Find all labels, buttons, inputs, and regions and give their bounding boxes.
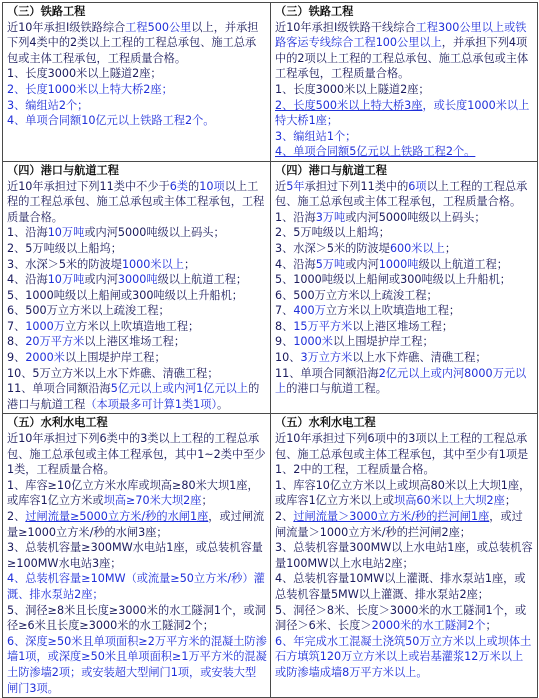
text-segment: 7、 (7, 319, 26, 333)
text-segment: 3、水深＞5米的防波堤 (7, 257, 122, 271)
text-segment: 近10年承担Ⅰ级铁路干线综合 (275, 20, 416, 34)
text-segment: 3、水深＞5米的防波堤 (275, 241, 390, 255)
section-title: （四）港口与航道工程 (275, 163, 387, 177)
highlighted-text: 6类 (169, 179, 189, 193)
text-line (7, 241, 267, 257)
highlighted-text: 10万吨 (47, 226, 85, 240)
text-segment: 或内河 (84, 273, 118, 287)
port-right-text (275, 179, 534, 397)
highlighted-text: 2、长度500米以上特大桥3座 (275, 98, 423, 112)
highlighted-text: 10万吨 (47, 273, 85, 287)
text-segment: 的港口与航道工程 (7, 382, 260, 411)
section-title: （三）铁路工程 (7, 5, 86, 18)
text-line (7, 571, 267, 602)
highlighted-text: 工程300公里以上或铁路客运专线综合工程100公里以上 (275, 20, 527, 50)
text-segment: 以上围堤护岸工程； (332, 335, 434, 349)
text-segment: 以上工程的工程总承包、施工总承包或主体工程承包，工程质量合格。 (275, 179, 528, 209)
text-segment: ； (504, 494, 517, 508)
text-segment: 10、5万立方米以上水下炸礁、清礁工程； (7, 366, 219, 380)
text-segment: 7、 (275, 304, 294, 318)
text-line (275, 272, 534, 288)
text-segment: 1、沿海 (275, 210, 316, 224)
text-line (7, 272, 267, 288)
text-segment: 5、洞径≥8米且长度≥3000米的水工隧洞1个，或洞径≥6米且长度≥3000米的水工隧洞2个； (7, 603, 266, 633)
text-segment: 1、库容10亿立方米以上或坝高80米以上大坝1座，或库容1亿立方米以上或 (275, 478, 531, 508)
text-segment: 5、1000吨级以上船闸或300吨级以上升船机； (275, 273, 511, 287)
text-line (7, 603, 267, 634)
text-line (275, 144, 534, 160)
highlighted-text: 5亿元以上或内河1亿元以上 (110, 382, 249, 396)
highlighted-text: 3万吨 (315, 210, 346, 224)
highlighted-text: 5年 (286, 179, 305, 193)
highlighted-text: 过闸流量≥5000立方米/秒的水闸1座 (25, 510, 209, 523)
rail-right-text (275, 20, 534, 160)
text-segment: ，或过闸流量＞1000立方米/秒的拦河闸2座； (275, 510, 523, 539)
highlighted-text: 3万立方米 (300, 351, 353, 365)
text-line (275, 210, 534, 226)
text-segment: 近10年承担过下列11类中不少于 (7, 179, 170, 193)
text-line (7, 381, 267, 412)
highlighted-text: 过闸流量＞3000立方米/秒的拦河闸1座 (293, 510, 490, 523)
text-segment: 级以上航道工程； (418, 257, 508, 271)
text-segment: 3、总装机容量300MW以上水电站1座，或总装机容量100MW以上水电站2座； (275, 541, 533, 570)
text-line (275, 431, 534, 478)
text-segment: 以上港区堆场工程； (352, 319, 454, 333)
highlighted-text: 1000万 (25, 319, 65, 333)
highlighted-text: 3000吨 (117, 273, 158, 287)
highlighted-text: 坝高≥70米大坝2座 (103, 494, 202, 508)
highlighted-text: 400万 (293, 304, 326, 318)
text-line (7, 225, 267, 241)
text-segment: 4、总装机容量10MW以上灌溉、排水泵站1座，或总装机容量5MW以上灌溉、排水泵站2座； (275, 572, 526, 601)
text-segment: 以上水下炸礁、清礁工程； (352, 351, 487, 365)
text-segment: 6、500万立方米以上疏浚工程； (7, 304, 170, 318)
highlighted-text: 600米以上 (389, 241, 445, 255)
highlighted-text: 4、单项合同额5亿元以上铁路工程2个。 (275, 145, 476, 159)
text-segment: 5、洞径＞8米、长度＞3000米的水工隧洞1个，或洞径＞6米、长度＞ (275, 603, 527, 633)
text-segment: 2、 (275, 510, 294, 523)
text-segment: 8、 (275, 319, 294, 333)
qualification-comparison-table (2, 2, 538, 698)
text-line (275, 334, 534, 350)
highlighted-text: 1000米 (293, 335, 333, 349)
text-segment: 近 (275, 179, 287, 193)
highlighted-text: （本项最多可计算1类1项） (85, 397, 218, 411)
text-segment: 5、1000吨级以上船闸或300吨级以上升船机； (7, 288, 243, 302)
text-segment: 或内河5000吨级以上码头； (84, 226, 225, 240)
text-line (7, 179, 267, 226)
text-line (7, 540, 267, 571)
highlighted-text: 6、年完成水工混凝土浇筑50万立方米以上或坝体土石方填筑120万立方米以上或岩基灌浆12万米以上或防渗墙成墙8万平方米以上。 (275, 634, 532, 679)
text-line (275, 366, 534, 397)
text-line (275, 478, 534, 509)
text-segment: 近10年承担Ⅰ级铁路综合 (7, 20, 126, 34)
highlighted-text: 2000米 (25, 351, 65, 365)
highlighted-text: 6、深度≥50米且单项面积≥2万平方米的混凝土防渗墙1项，或深度≥50米且单项面积≥1万平方米的混凝土防渗墙2项；或安装超大型闸门1项，或安装大型闸门3项。 (7, 634, 267, 695)
text-line (275, 257, 534, 273)
highlighted-text: 4、总装机容量≥10MW（或流量≥50立方米/秒）灌溉、排水泵站2座； (7, 572, 265, 601)
text-line (275, 20, 534, 82)
text-segment: 2、 (7, 510, 26, 523)
highlighted-text: 2亿元以上或内河8000万元以上 (275, 366, 527, 396)
highlighted-text: 坝高60米以上大坝2座 (394, 494, 505, 508)
rail-left-text (7, 20, 267, 129)
text-line (7, 303, 267, 319)
text-line (7, 350, 267, 366)
text-segment: 10、 (275, 351, 301, 365)
highlighted-text: 3、编组站1个； (275, 129, 357, 143)
text-segment: ，或过闸流量≥1000立方米/秒的水闸3座； (7, 510, 265, 539)
text-line (275, 241, 534, 257)
text-line (275, 225, 534, 241)
highlighted-text: 5万吨 (315, 257, 346, 271)
table-row (3, 414, 538, 698)
text-line (275, 571, 534, 602)
text-line (275, 540, 534, 571)
text-segment: 4、沿海 (7, 273, 48, 287)
section-title: （五）水利水电工程 (275, 416, 376, 430)
highlighted-text: 20万平方米 (25, 335, 85, 349)
text-line (7, 288, 267, 304)
text-segment: 4、沿海 (275, 257, 316, 271)
text-line (275, 350, 534, 366)
water-left-cell (3, 414, 271, 698)
text-segment: ； (485, 619, 497, 633)
text-line (7, 366, 267, 382)
text-segment: 1、长度3000米以上隧道2座； (7, 67, 162, 81)
text-segment: ； (444, 241, 457, 255)
text-segment: 承担过下列11类中的 (304, 179, 409, 193)
text-line (275, 98, 534, 129)
text-line (275, 288, 534, 304)
port-right-cell (271, 161, 538, 414)
text-line (7, 257, 267, 273)
text-line (7, 509, 267, 540)
text-segment: ； (201, 494, 213, 508)
text-segment: 立方米以上吹填造地工程； (325, 304, 461, 318)
text-line (7, 82, 267, 98)
text-segment: 2、5万吨级以上船坞； (275, 226, 390, 240)
text-segment: 或内河 (345, 257, 379, 271)
text-line (275, 319, 534, 335)
highlighted-text: 2、长度1000米以上特大桥2座； (7, 82, 173, 96)
text-line (7, 431, 267, 478)
water-right-cell (271, 414, 538, 698)
text-line (275, 129, 534, 145)
text-line (275, 509, 534, 540)
port-left-cell (3, 161, 271, 414)
text-line (275, 303, 534, 319)
text-line (7, 98, 267, 114)
section-title: （三）铁路工程 (275, 5, 354, 18)
rail-right-cell (271, 3, 538, 162)
text-segment: 2、5万吨级以上船坞； (7, 241, 122, 255)
text-segment: 立方米以上吹填造地工程； (64, 319, 200, 333)
text-segment: 的 (188, 179, 200, 193)
text-line (275, 179, 534, 210)
text-segment: 以上工程的工程总承包、施工总承包或主体工程承包，工程质量合格。 (7, 179, 265, 224)
highlighted-text: 2000米的水工隧洞2个 (371, 619, 486, 633)
highlighted-text: 工程500公里 (125, 20, 192, 34)
text-segment: ，并承担下列4项中的2项以上工程的工程总承包、施工总承包或主体工程承包，工程质量合格。 (275, 36, 529, 81)
text-segment: 以上港区堆场工程； (84, 335, 186, 349)
table-row (3, 161, 538, 414)
water-left-text (7, 431, 267, 696)
text-line (7, 113, 267, 129)
text-segment: 以上，并承担下列4类中的2类以上工程的工程总承包、施工总承包或主体工程承包，工程质量合格。 (7, 20, 259, 65)
text-segment: 1、库容≥10亿立方米水库或坝高≥80米大坝1座，或库容1亿立方米或 (7, 478, 259, 508)
text-line (7, 20, 267, 67)
text-segment: 8、 (7, 335, 26, 349)
section-title: （四）港口与航道工程 (7, 163, 119, 177)
highlighted-text: 15万平方米 (293, 319, 353, 333)
text-segment: 1、沿海 (7, 226, 48, 240)
text-segment: 9、 (275, 335, 294, 349)
highlighted-text: 6项 (408, 179, 427, 193)
text-segment: 或内河5000吨级以上码头； (345, 210, 486, 224)
text-segment: 以上围堤护岸工程； (64, 351, 166, 365)
table-row (3, 3, 538, 162)
text-line (7, 319, 267, 335)
highlighted-text: 1000吨 (378, 257, 419, 271)
text-segment: 11、单项合同额沿海 (7, 382, 111, 396)
highlighted-text: 3、编组站2个； (7, 98, 89, 112)
text-segment: 级以上航道工程； (157, 273, 248, 287)
text-line (275, 603, 534, 634)
port-left-text (7, 179, 267, 413)
text-segment: 近10年承担过下列6项中的3项以上工程的工程总承包、施工总承包或主体工程承包，其中至少有1项是1、2中的工程，工程质量合格。 (275, 432, 529, 477)
text-line (7, 334, 267, 350)
text-line (275, 82, 534, 98)
text-segment: 3、总装机容量≥300MW水电站1座，或总装机容量≥100MW水电站3座； (7, 541, 263, 570)
highlighted-text: 4、单项合同额10亿元以上铁路工程2个。 (7, 114, 215, 128)
text-segment: 6、500万立方米以上疏浚工程； (275, 288, 438, 302)
rail-left-cell (3, 3, 271, 162)
text-segment: 。 (217, 397, 229, 411)
text-segment: 11、单项合同额沿海 (275, 366, 379, 380)
text-line (275, 634, 534, 681)
highlighted-text: 1000米以上 (121, 257, 184, 271)
text-segment: 的港口与航道工程。 (286, 382, 387, 396)
highlighted-text: ，或长度1000米以上特大桥1座； (275, 98, 530, 128)
section-title: （五）水利水电工程 (7, 416, 108, 430)
text-segment: 近10年承担过下列6类中的3类以上工程的工程总承包、施工总承包或主体工程承包，其中1~2类中至少1类，工程质量合格。 (7, 432, 266, 477)
text-segment: 1、长度3000米以上隧道2座； (275, 82, 430, 96)
water-right-text (275, 431, 534, 681)
text-line (7, 634, 267, 696)
text-segment: ； (183, 257, 196, 271)
text-line (7, 478, 267, 509)
highlighted-text: 10项 (199, 179, 225, 193)
text-segment: 9、 (7, 351, 26, 365)
text-line (7, 66, 267, 82)
